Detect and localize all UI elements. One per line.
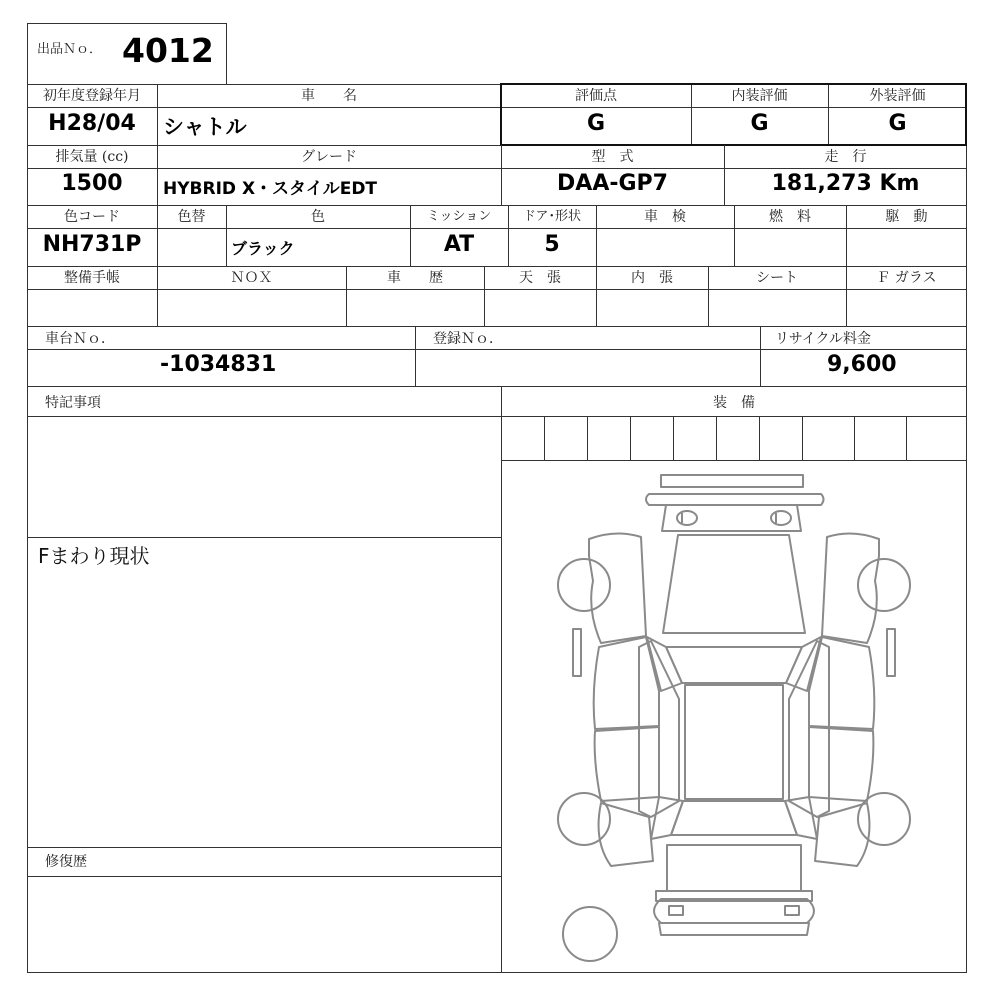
- left-rear-door: [595, 727, 659, 801]
- repair-history-label: 修復歴: [45, 854, 87, 870]
- left-tail-light: [669, 906, 683, 915]
- left-front-fender: [589, 533, 646, 643]
- lot-number-label: 出品Ｎｏ．: [37, 42, 103, 57]
- fuel-label: 燃 料: [769, 209, 811, 225]
- model-label: 型 式: [591, 149, 634, 165]
- spare-wheel: [563, 907, 617, 961]
- right-tail-light: [785, 906, 799, 915]
- drive-label: 駆 動: [885, 209, 928, 225]
- right-front-wheel: [858, 559, 910, 611]
- right-headlight: [771, 511, 791, 525]
- grade-label: グレード: [301, 149, 357, 165]
- left-front-wheel: [558, 559, 610, 611]
- color-value: ブラック: [231, 239, 295, 258]
- car-name-label: 車 名: [301, 88, 357, 104]
- seat-label: シート: [756, 270, 798, 286]
- chassis-number-value: -1034831: [160, 352, 277, 377]
- interior-rating-value: G: [750, 111, 769, 136]
- exterior-rating-value: G: [888, 111, 907, 136]
- grade-value: HYBRID X・スタイルEDT: [163, 179, 378, 199]
- left-rear-wheel: [558, 793, 610, 845]
- nox-label: ＮＯＸ: [230, 270, 273, 286]
- repaint-label: 色替: [177, 209, 206, 225]
- right-rear-fender: [815, 803, 869, 866]
- recycle-fee-label: リサイクル料金: [775, 331, 872, 347]
- rear-pillar-right: [785, 797, 817, 839]
- chassis-number-label: 車台Ｎｏ．: [45, 331, 115, 347]
- right-front-door: [809, 637, 874, 729]
- mission-label: ミッション: [426, 209, 492, 224]
- equipment-label: 装 備: [713, 395, 755, 411]
- displacement-label: 排気量 (cc): [55, 149, 129, 165]
- right-front-fender: [822, 533, 879, 643]
- rear-step: [659, 923, 809, 935]
- color-code-value: NH731P: [42, 232, 142, 257]
- doors-label: ドア･形状: [522, 209, 582, 224]
- registration-number-label: 登録Ｎｏ．: [433, 331, 503, 347]
- right-rear-door: [809, 727, 873, 801]
- front-grille: [646, 494, 824, 505]
- vehicle-condition-diagram: [501, 461, 967, 973]
- doors-value: 5: [544, 232, 560, 257]
- vehicle-history-label: 車 歴: [387, 270, 443, 286]
- left-front-door: [594, 637, 659, 729]
- model-value: DAA-GP7: [557, 171, 668, 196]
- interior-trim-label: 内 張: [631, 270, 673, 286]
- right-mirror: [887, 629, 895, 676]
- displacement-value: 1500: [61, 171, 123, 196]
- right-rear-wheel: [858, 793, 910, 845]
- windshield: [666, 647, 802, 683]
- color-code-label: 色コード: [64, 209, 120, 225]
- first-registration-label: 初年度登録年月: [43, 88, 141, 104]
- front-condition-label: Fまわり現状: [38, 544, 150, 568]
- lot-number-value: 4012: [122, 31, 214, 70]
- front-glass-label: Ｆ ガラス: [876, 270, 937, 286]
- mission-value: AT: [443, 232, 475, 257]
- front-bumper: [661, 475, 803, 487]
- roof-lining-label: 天 張: [519, 270, 561, 286]
- maintenance-record-label: 整備手帳: [64, 270, 120, 286]
- interior-rating-label: 内装評価: [731, 88, 788, 104]
- left-mirror: [573, 629, 581, 676]
- inspection-label: 車 検: [644, 209, 686, 225]
- left-headlight: [677, 511, 697, 525]
- rear-window: [671, 801, 797, 835]
- rear-bumper: [654, 899, 814, 923]
- score-label: 評価点: [575, 88, 617, 104]
- special-notes-label: 特記事項: [45, 395, 101, 411]
- score-value: G: [586, 111, 606, 136]
- mileage-value: 181,273 Km: [771, 171, 920, 196]
- tailgate: [667, 845, 801, 891]
- recycle-fee-value: 9,600: [827, 352, 897, 377]
- rear-pillar-left: [651, 797, 683, 839]
- mileage-label: 走 行: [824, 149, 867, 165]
- left-rear-fender: [599, 803, 653, 866]
- first-registration-value: H28/04: [48, 111, 136, 136]
- roof: [685, 685, 783, 799]
- car-name-value: シャトル: [163, 115, 247, 139]
- hood: [663, 535, 805, 633]
- exterior-rating-label: 外装評価: [869, 88, 926, 104]
- color-label: 色: [311, 209, 325, 225]
